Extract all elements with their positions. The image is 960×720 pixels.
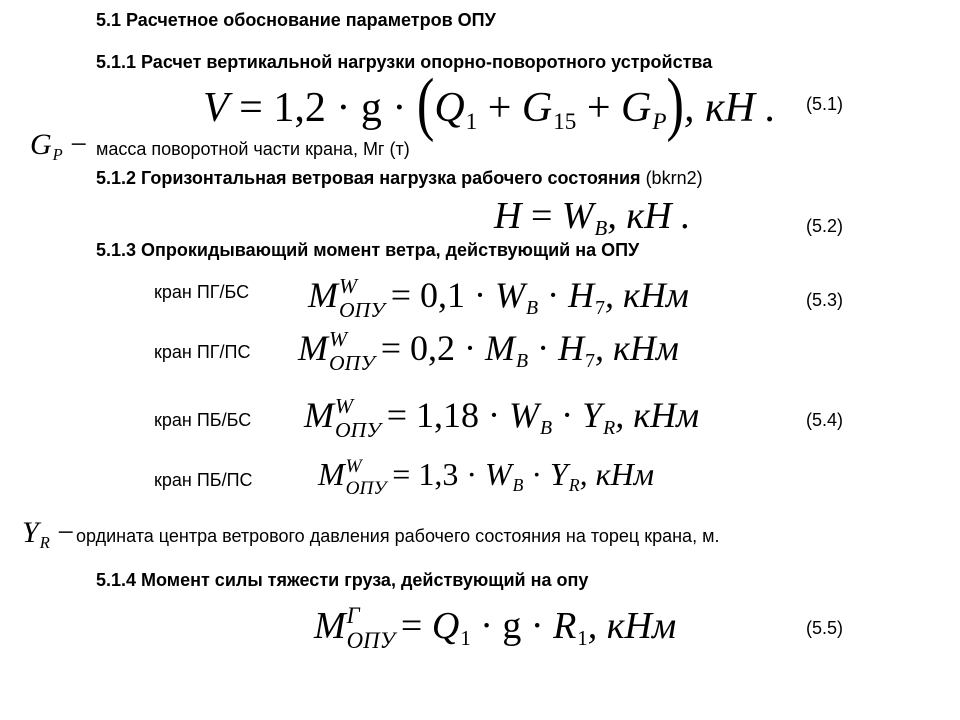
heading-5-1: 5.1 Расчетное обоснование параметров ОПУ [96, 10, 496, 30]
heading-5-1-2: 5.1.2 Горизонтальная ветровая нагрузка рабочего состояния (bkrn2) [96, 168, 703, 188]
equation-number-5-4: (5.4) [806, 410, 844, 430]
yr-definition: ордината центра ветрового давления рабочего состояния на торец крана, м. [76, 526, 720, 546]
equation-5-4: M W ОПУ = $1,18 \cdot W_B \cdot Y_R$, кНм [304, 394, 700, 442]
label-pg-ps: кран ПГ/ПС [154, 342, 251, 362]
equation-5-5: M Г ОПУ = Q1 · g · R1, кНм [314, 603, 677, 654]
equation-number-5-2: (5.2) [806, 216, 844, 236]
label-pg-bs: кран ПГ/БС [154, 282, 250, 302]
heading-5-1-3: 5.1.3 Опрокидывающий момент ветра, действующий на ОПУ [96, 240, 640, 260]
equation-5-1: $V = 1,2 \cdot g \cdot (Q1 + G15 + G_P)$, кН . [203, 64, 776, 144]
equation-number-5-5: (5.5) [806, 618, 844, 638]
equation-pb-ps: M W ОПУ = $1,3 \cdot W_B \cdot Y_R$, кНм [318, 456, 655, 499]
equation-5-3: M W ОПУ = $0,1 \cdot W_B \cdot H7$, кНм [308, 274, 689, 322]
equation-number-5-1: (5.1) [806, 94, 844, 114]
heading-5-1-1: 5.1.1 Расчет вертикальной нагрузки опорно-поворотного устройства [96, 52, 713, 72]
gp-symbol: $G_P$ − [30, 128, 88, 164]
heading-5-1-4: 5.1.4 Момент силы тяжести груза, действующий на опу [96, 570, 589, 590]
yr-symbol: $Y_R$ − [22, 516, 75, 552]
equation-number-5-3: (5.3) [806, 290, 844, 310]
equation-5-2: $H = W_B$, кН . [494, 195, 691, 241]
gp-definition: масса поворотной части крана, Мг (т) [96, 139, 410, 159]
label-pb-bs: кран ПБ/БС [154, 410, 252, 430]
label-pb-ps: кран ПБ/ПС [154, 470, 253, 490]
equation-pg-ps: M W ОПУ = $0,2 \cdot M_B \cdot H7$, кНм [298, 327, 679, 375]
